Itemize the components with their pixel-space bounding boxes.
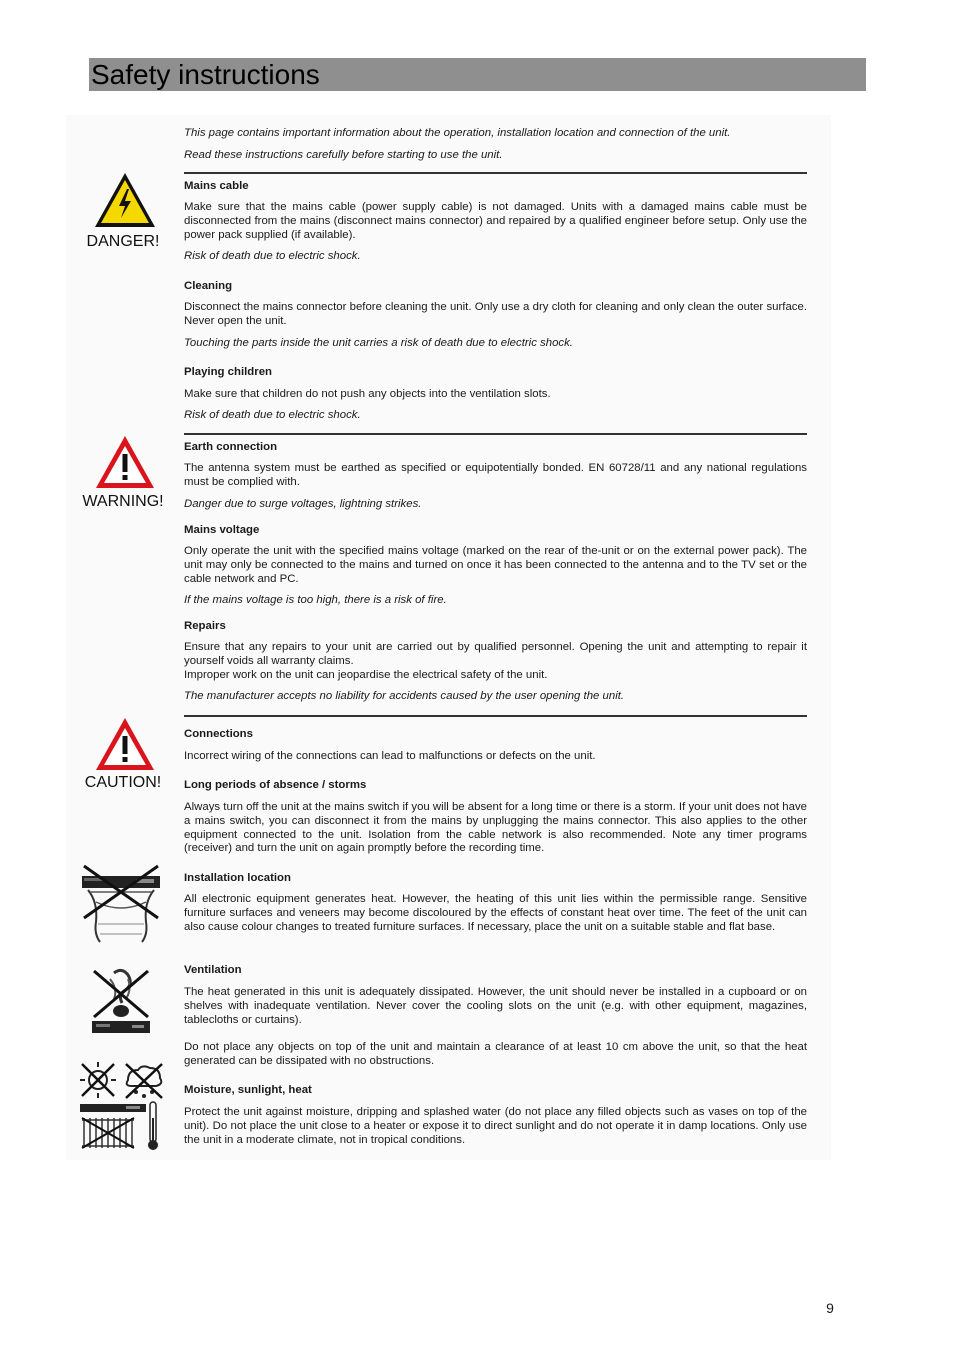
note-cleaning: Touching the parts inside the unit carries a risk of death due to electric shock. [184, 337, 573, 349]
text-mains-cable: Make sure that the mains cable (power supply cable) is not damaged. Units with a damaged mains cable must be disconnected from the mains (disconnect mains connector) and repaired by a qualified engineer before setup. Only use the power pack supplied (if available). [184, 201, 807, 241]
warning-label: WARNING! [82, 493, 164, 510]
text-ventilation: The heat generated in this unit is adequately dissipated. However, the unit should never be installed in a cupboard or on shelves with inadequate ventilation. Never cover the cooling slots on the unit (e.g. with other equipment, magazines, tablecloths or curtains). [184, 986, 807, 1026]
heading-earth-connection: Earth connection [184, 441, 278, 453]
page-number: 9 [826, 1300, 834, 1316]
heading-moisture: Moisture, sunlight, heat [184, 1084, 312, 1096]
text-moisture: Protect the unit against moisture, dripping and splashed water (do not place any filled objects such as vases on top of the unit). Do not place the unit close to a heater or expose it to direct sunlight and do not operate it in damp locations. Only use the unit in a moderate climate, not in tropical conditions. [184, 1106, 807, 1146]
note-mains-cable: Risk of death due to electric shock. [184, 250, 361, 262]
text-mains-voltage: Only operate the unit with the specified mains voltage (marked on the rear of the-unit or on the external power pack). The unit may only be connected to the mains and turned on once it has been connected to the antenna and to the TV set or the cable network and PC. [184, 545, 807, 585]
electric-hazard-icon [92, 170, 158, 230]
text-installation: All electronic equipment generates heat. However, the heating of this unit lies within the permissible range. Sensitive furniture surfaces and veneers may become discoloured by the effects of constant heat over time. The feet of the unit can also cause colour changes to treated furniture surfaces. If necessary, place the unit on a suitable stable and flat base. [184, 893, 807, 933]
section-divider [184, 433, 807, 435]
text-absence: Always turn off the unit at the mains switch if you will be absent for a long time or there is a storm. If your unit does not have a mains switch, you can disconnect it from the mains by unplugging the mains connector. This also applies to the other equipment connected to the unit. Isolation from the cable network is also recommended. Note any timer programs (receiver) and turn the unit on again promptly before the recording time. [184, 801, 807, 855]
note-playing-children: Risk of death due to electric shock. [184, 409, 361, 421]
caution-triangle-icon [94, 716, 156, 772]
heading-mains-voltage: Mains voltage [184, 524, 260, 536]
note-earth-connection: Danger due to surge voltages, lightning strikes. [184, 498, 422, 510]
sun-rain-heat-icon [78, 1060, 168, 1152]
text-cleaning: Disconnect the mains connector before cleaning the unit. Only use a dry cloth for cleaning and only clean the outer surface. Never open the unit. [184, 301, 807, 327]
intro-line-1: This page contains important information about the operation, installation location and connection of the unit. [184, 127, 731, 139]
heading-absence: Long periods of absence / storms [184, 779, 367, 791]
heading-installation: Installation location [184, 872, 291, 884]
section-divider [184, 172, 807, 174]
heading-ventilation: Ventilation [184, 964, 242, 976]
warning-triangle-icon [94, 434, 156, 490]
heading-repairs: Repairs [184, 620, 226, 632]
heading-playing-children: Playing children [184, 366, 272, 378]
intro-line-2: Read these instructions carefully before starting to use the unit. [184, 149, 503, 161]
danger-label: DANGER! [86, 233, 160, 250]
section-divider [184, 715, 807, 717]
page-title: Safety instructions [91, 59, 320, 90]
heading-connections: Connections [184, 728, 253, 740]
heading-mains-cable: Mains cable [184, 180, 249, 192]
text-repairs: Ensure that any repairs to your unit are carried out by qualified personnel. Opening the unit and attempting to repair it yourself voids all warranty claims. [184, 641, 807, 667]
note-repairs: The manufacturer accepts no liability for accidents caused by the user opening the unit. [184, 690, 625, 702]
text-earth-connection: The antenna system must be earthed as specified or equipotentially bonded. EN 60728/11 and any national regulations must be complied with. [184, 462, 807, 488]
text-connections: Incorrect wiring of the connections can lead to malfunctions or defects on the unit. [184, 750, 596, 762]
text-repairs-2: Improper work on the unit can jeopardise the electrical safety of the unit. [184, 669, 548, 681]
note-mains-voltage: If the mains voltage is too high, there is a risk of fire. [184, 594, 447, 606]
text-ventilation-2: Do not place any objects on top of the unit and maintain a clearance of at least 10 cm above the unit, so that the heat generated can be dissipated with no obstructions. [184, 1041, 807, 1067]
no-furniture-placement-icon [78, 862, 164, 946]
caution-label: CAUTION! [84, 774, 162, 791]
text-playing-children: Make sure that children do not push any objects into the ventilation slots. [184, 388, 551, 400]
no-covering-ventilation-icon [88, 965, 154, 1045]
title-bar [89, 58, 866, 91]
heading-cleaning: Cleaning [184, 280, 233, 292]
